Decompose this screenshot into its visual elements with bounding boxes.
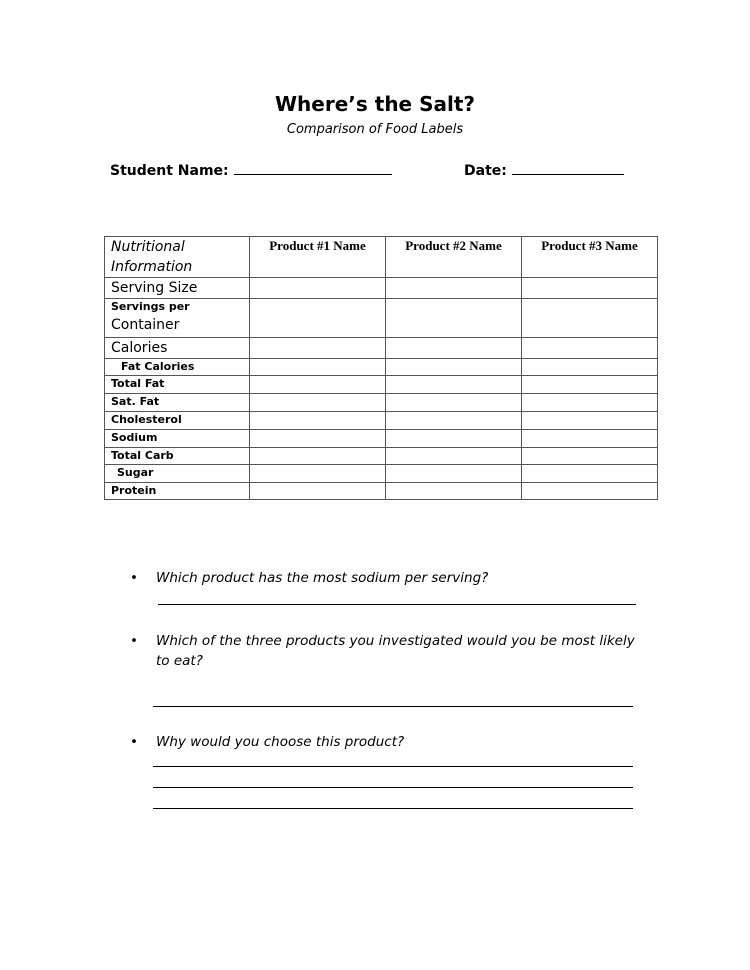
table-cell[interactable] [250,448,386,465]
question-1 [130,570,488,586]
answer-line-3a[interactable] [153,766,633,767]
table-row [105,299,658,338]
table-cell[interactable] [250,394,386,412]
student-name-field[interactable] [110,163,392,179]
table-cell[interactable] [522,338,658,359]
header-product-3: Product #3 Name [522,237,658,278]
table-cell[interactable] [522,430,658,448]
row-label: Total Fat [105,376,250,394]
table-cell[interactable] [522,394,658,412]
answer-line-1[interactable] [158,604,636,605]
date-label: Date: [464,163,507,179]
question-3 [130,734,404,750]
bullet: • [130,570,138,586]
table-cell[interactable] [250,465,386,483]
answer-line-3b[interactable] [153,787,633,788]
table-cell[interactable] [250,430,386,448]
table-row [105,359,658,376]
table-row [105,448,658,465]
header-product-1: Product #1 Name [250,237,386,278]
table-cell[interactable] [386,465,522,483]
table-cell[interactable] [522,376,658,394]
answer-line-2[interactable] [153,706,633,707]
row-label: Fat Calories [105,359,250,376]
table-cell[interactable] [386,448,522,465]
table-row [105,430,658,448]
table-row [105,394,658,412]
row-label: Cholesterol [105,412,250,430]
table-row [105,338,658,359]
row-label-line1: Servings per [111,300,190,313]
question-2 [130,631,650,671]
table-row [105,376,658,394]
bullet: • [130,633,138,649]
table-cell[interactable] [386,376,522,394]
table-row [105,465,658,483]
table-cell[interactable] [522,483,658,500]
header-nutritional-information: Nutritional Information [105,237,250,278]
table-row [105,412,658,430]
table-cell[interactable] [522,412,658,430]
bullet: • [130,734,138,750]
table-cell[interactable] [386,483,522,500]
table-cell[interactable] [250,412,386,430]
table-cell[interactable] [250,278,386,299]
table-cell[interactable] [386,359,522,376]
question-text: Which of the three products you investigated would you be most likely to eat? [156,633,635,669]
page-subtitle: Comparison of Food Labels [286,122,464,137]
table-cell[interactable] [522,359,658,376]
table-row [105,483,658,500]
table-cell[interactable] [250,299,386,338]
nutrition-comparison-table [104,236,658,500]
table-cell[interactable] [522,299,658,338]
row-label: Sat. Fat [105,394,250,412]
row-label: Calories [105,338,250,359]
page-title: Where’s the Salt? [275,92,475,116]
student-name-label: Student Name: [110,163,229,179]
table-cell[interactable] [522,465,658,483]
row-label-line2: Container [111,317,180,333]
table-row [105,278,658,299]
row-label: Sodium [105,430,250,448]
row-label: Protein [105,483,250,500]
table-cell[interactable] [250,483,386,500]
row-label: Total Carb [105,448,250,465]
table-cell[interactable] [250,376,386,394]
table-cell[interactable] [250,359,386,376]
row-label [105,299,250,338]
table-header-row [105,237,658,278]
table-cell[interactable] [386,412,522,430]
table-cell[interactable] [386,430,522,448]
question-text: Which product has the most sodium per serving? [156,570,489,586]
header-product-2: Product #2 Name [386,237,522,278]
date-field[interactable] [464,163,624,179]
table-cell[interactable] [386,278,522,299]
question-text: Why would you choose this product? [156,734,405,750]
table-cell[interactable] [386,299,522,338]
row-label: Sugar [105,465,250,483]
table-cell[interactable] [522,448,658,465]
answer-line-3c[interactable] [153,808,633,809]
row-label: Serving Size [105,278,250,299]
table-cell[interactable] [386,338,522,359]
table-cell[interactable] [250,338,386,359]
table-cell[interactable] [386,394,522,412]
table-cell[interactable] [522,278,658,299]
